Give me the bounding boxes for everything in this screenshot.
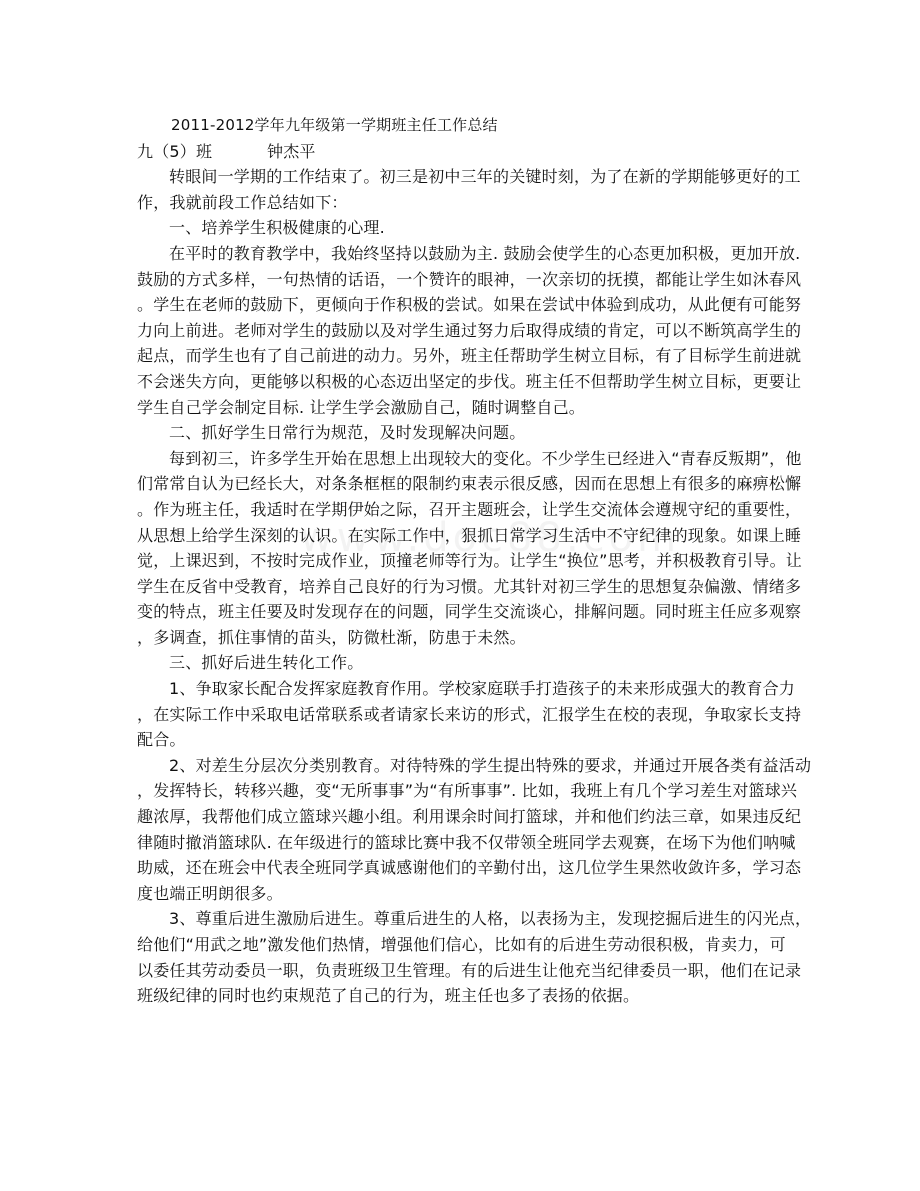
document-body <box>137 113 812 1009</box>
text-line: 以委任其劳动委员一职，负责班级卫生管理。有的后进生让他充当纪律委员一职，他们在记录 <box>137 960 802 980</box>
section-heading: 三、抓好后进生转化工作。 <box>169 653 364 673</box>
text-line: 律随时撤消篮球队. 在年级进行的篮球比赛中我不仅带领全班同学去观赛，在场下为他们呐喊 <box>137 832 796 852</box>
text-line: 2、对差生分层次分类别教育。对待特殊的学生提出特殊的要求，并通过开展各类有益活动 <box>169 755 812 775</box>
text-line: 鼓励的方式多样，一句热情的话语，一个赞许的眼神，一次亲切的抚摸，都能让学生如沐春风 <box>137 269 802 289</box>
text-line: 力向上前进。老师对学生的鼓励以及对学生通过努力后取得成绩的肯定，可以不断筑高学生的 <box>137 320 802 340</box>
text-line: 起点，而学生也有了自己前进的动力。另外，班主任帮助学生树立目标，有了目标学生前进就 <box>137 346 802 366</box>
text-line: 。作为班主任，我适时在学期伊始之际，召开主题班会，让学生交流体会遵规守纪的重要性， <box>137 499 802 519</box>
text-line: 。学生在老师的鼓励下，更倾向于作积极的尝试。如果在尝试中体验到成功，从此便有可能努 <box>137 295 802 315</box>
text-line: 每到初三，许多学生开始在思想上出现较大的变化。不少学生已经进入“青春反叛期”，他 <box>169 448 802 468</box>
text-line: 趣浓厚，我帮他们成立篮球兴趣小组。利用课余时间打篮球，并和他们约法三章，如果违反纪 <box>137 807 802 827</box>
text-line: 给他们“用武之地”激发他们热情，增强他们信心，比如有的后进生劳动很积极，肯卖力，可 <box>137 935 786 954</box>
text-line: 从思想上给学生深刻的认识。在实际工作中，狠抓日常学习生活中不守纪律的现象。如课上睡 <box>137 525 802 545</box>
text-line: 觉，上课迟到，不按时完成作业，顶撞老师等行为。让学生“换位”思考，并积极教育引导。让 <box>137 551 802 571</box>
text-line: 助威，还在班会中代表全班同学真诚感谢他们的辛勤付出，这几位学生果然收敛许多，学习态 <box>137 858 802 878</box>
text-line: 班级纪律的同时也约束规范了自己的行为，班主任也多了表扬的依据。 <box>137 986 640 1006</box>
section-heading: 二、抓好学生日常行为规范，及时发现解决问题。 <box>169 423 526 443</box>
teacher-name: 钟杰平 <box>267 141 316 161</box>
text-line: 学生自己学会制定目标. 让学生学会激励自己，随时调整自己。 <box>137 397 585 417</box>
text-line: 3、尊重后进生激励后进生。尊重后进生的人格，以表扬为主，发现挖掘后进生的闪光点， <box>169 909 812 929</box>
text-line: 在平时的教育教学中，我始终坚持以鼓励为主. 鼓励会使学生的心态更加积极，更加开放. <box>169 243 801 263</box>
section-heading: 一、培养学生积极健康的心理. <box>169 218 385 238</box>
text-line: 不会迷失方向，更能够以积极的心态迈出坚定的步伐。班主任不但帮助学生树立目标，更要让 <box>137 371 802 391</box>
text-line: 转眼间一学期的工作结束了。初三是初中三年的关键时刻，为了在新的学期能够更好的工 <box>169 167 801 187</box>
text-line: ，多调查，抓住事情的苗头，防微杜渐，防患于未然。 <box>137 627 526 647</box>
text-line: 度也端正明朗很多。 <box>137 883 283 903</box>
text-line: 学生在反省中受教育，培养自己良好的行为习惯。尤其针对初三学生的思想复杂偏激、情绪多 <box>137 576 802 596</box>
text-line: 变的特点，班主任要及时发现存在的问题，同学生交流谈心，排解问题。同时班主任应多观察 <box>137 602 802 622</box>
document-title: 2011-2012学年九年级第一学期班主任工作总结 <box>171 116 498 134</box>
text-line: ，发挥特长，转移兴趣，变“无所事事”为“有所事事”. 比如，我班上有几个学习差生对篮球兴 <box>137 781 798 801</box>
class-name: 九（5）班 <box>137 141 213 161</box>
text-line: 配合。 <box>137 730 186 750</box>
text-line: 们常常自认为已经长大，对条条框框的限制约束表示很反感，因而在思想上有很多的麻痹松懈 <box>137 474 802 494</box>
text-line: 1、争取家长配合发挥家庭教育作用。学校家庭联手打造孩子的未来形成强大的教育合力 <box>169 679 795 699</box>
author-line <box>137 139 787 165</box>
text-line: ，在实际工作中采取电话常联系或者请家长来访的形式，汇报学生在校的表现，争取家长支持 <box>137 704 802 724</box>
text-line: 作，我就前段工作总结如下： <box>137 192 348 212</box>
